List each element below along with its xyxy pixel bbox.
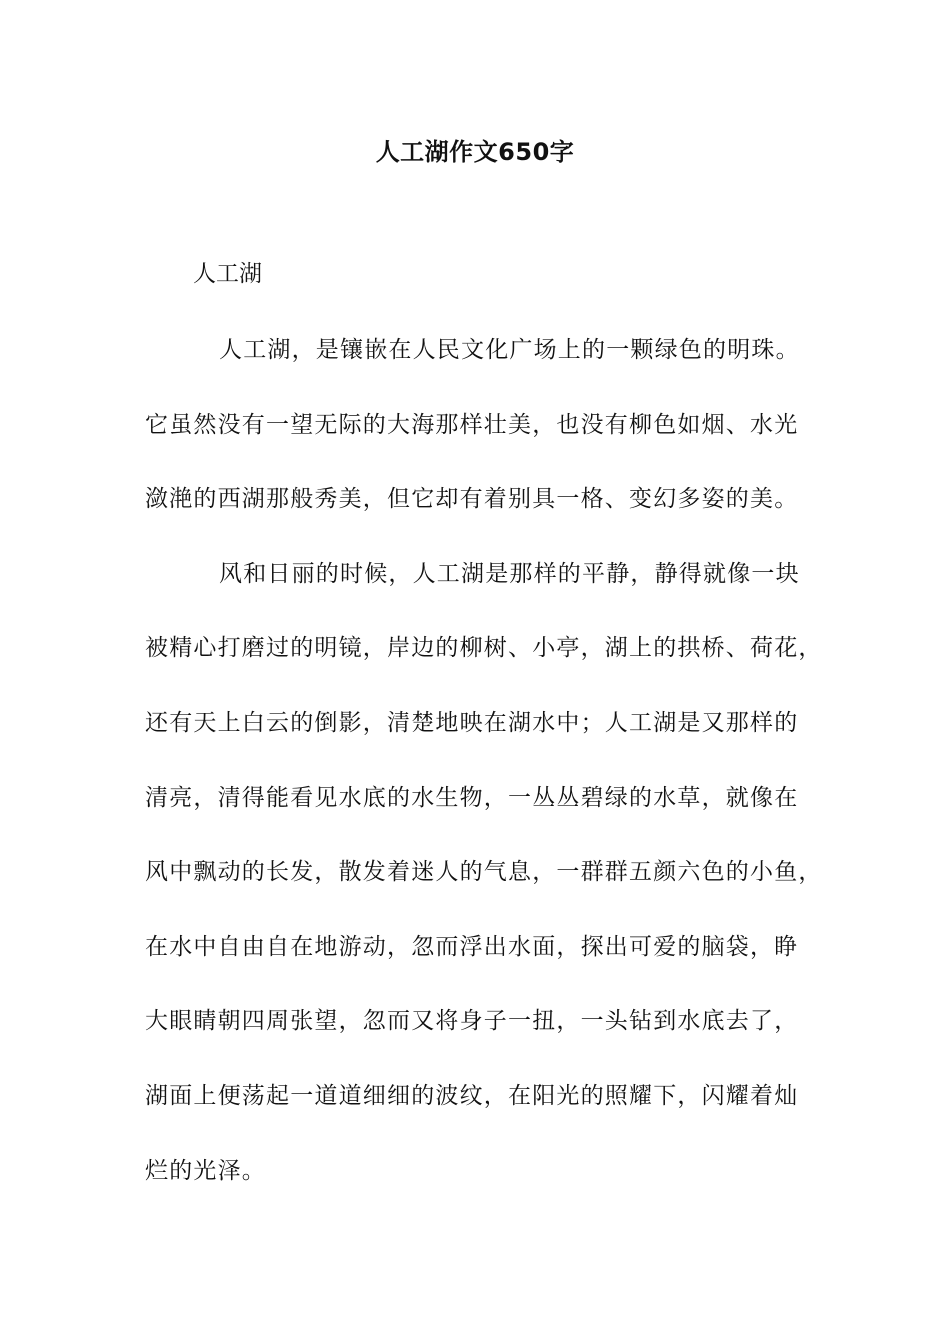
essay-body — [145, 334, 845, 1229]
document-title: 人工湖作文650字 — [375, 138, 575, 166]
paragraph-2-line-7: 大眼睛朝四周张望，忽而又将身子一扭，一头钻到水底去了， — [145, 1008, 799, 1035]
paragraph-2-line-4: 清亮，清得能看见水底的水生物，一丛丛碧绿的水草，就像在 — [145, 784, 799, 811]
paragraph-1-line-3: 潋滟的西湖那般秀美，但它却有着别具一格、变幻多姿的美。 — [145, 486, 799, 513]
paragraph-1-line-2: 它虽然没有一望无际的大海那样壮美，也没有柳色如烟、水光 — [145, 411, 799, 438]
paragraph-1-line-1: 人工湖，是镶嵌在人民文化广场上的一颗绿色的明珠。 — [219, 337, 800, 363]
paragraph-2-line-6: 在水中自由自在地游动，忽而浮出水面，探出可爱的脑袋，睁 — [145, 933, 799, 960]
paragraph-2-line-3: 还有天上白云的倒影，清楚地映在湖水中；人工湖是又那样的 — [145, 709, 799, 736]
paragraph-2-line-1: 风和日丽的时候，人工湖是那样的平静，静得就像一块 — [219, 560, 800, 587]
paragraph-2-line-9: 烂的光泽。 — [145, 1157, 266, 1184]
paragraph-2-line-8: 湖面上便荡起一道道细细的波纹，在阳光的照耀下，闪耀着灿 — [145, 1082, 799, 1109]
paragraph-2-line-2: 被精心打磨过的明镜，岸边的柳树、小亭，湖上的拱桥、荷花， — [145, 635, 823, 662]
essay-subheading: 人工湖 — [193, 261, 262, 287]
paragraph-2-line-5: 风中飘动的长发，散发着迷人的气息，一群群五颜六色的小鱼， — [145, 859, 823, 886]
